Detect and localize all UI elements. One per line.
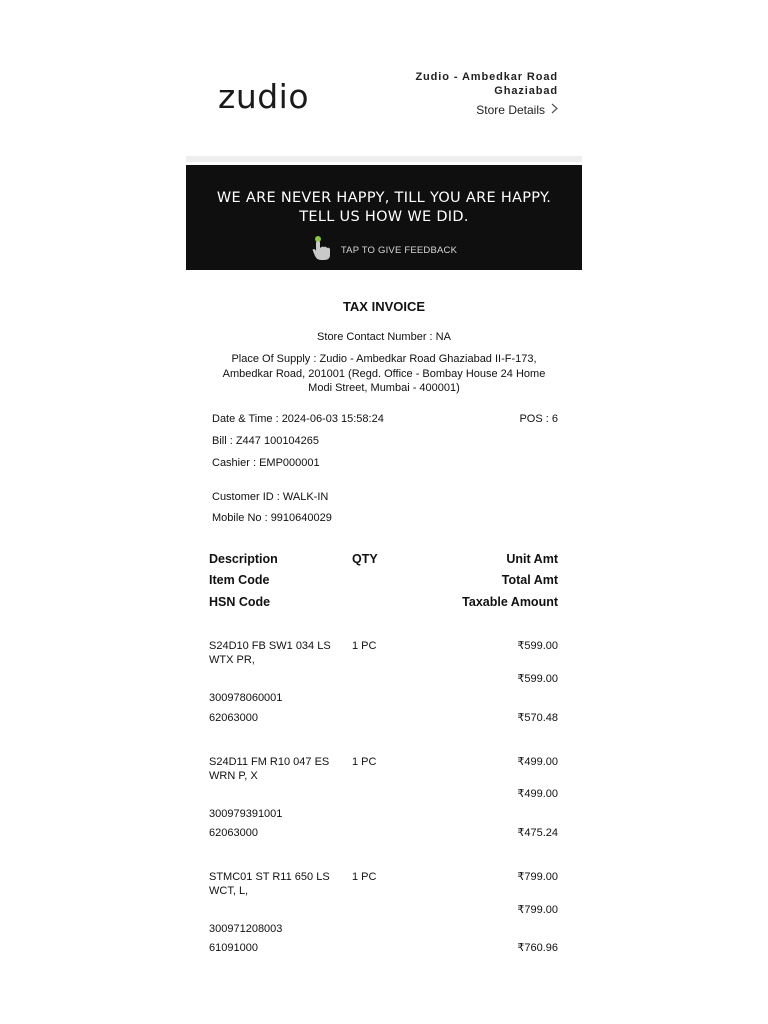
store-info [358,70,558,119]
item-qty: 1 PC [352,871,377,883]
date-time: Date & Time : 2024-06-03 15:58:24 [212,413,384,425]
store-details-label: Store Details [476,102,545,117]
header-unit-amt: Unit Amt [506,552,558,566]
place-of-supply [210,352,558,396]
item-qty: 1 PC [352,756,377,768]
item-taxable-amount: ₹760.96 [517,942,558,954]
feedback-cta[interactable] [311,235,457,266]
brand-wordmark: zudio [218,82,310,114]
store-name-line2: Ghaziabad [494,85,558,97]
customer-id: Customer ID : WALK-IN [212,491,329,503]
cashier: Cashier : EMP000001 [212,457,320,469]
mobile-number: Mobile No : 9910640029 [212,512,332,524]
header-taxable-amount: Taxable Amount [462,595,558,609]
item-qty: 1 PC [352,640,377,652]
feedback-banner[interactable] [186,165,582,270]
pos-number: POS : 6 [519,413,558,425]
item-hsn-code: 61091000 [209,942,258,954]
item-description: S24D11 FM R10 047 ES WRN P, X [209,756,330,782]
item-unit-amt: ₹799.00 [517,871,558,883]
header-item-code: Item Code [209,573,270,587]
header-total-amt: Total Amt [501,573,558,587]
chevron-right-icon [551,102,558,117]
item-hsn-code: 62063000 [209,827,258,839]
store-name-line1: Zudio - Ambedkar Road [415,71,558,83]
item-taxable-amount: ₹475.24 [517,827,558,839]
item-unit-amt: ₹499.00 [517,756,558,768]
item-code: 300978060001 [209,692,283,704]
bill-number: Bill : Z447 100104265 [212,435,320,447]
item-total-amt: ₹599.00 [517,673,558,685]
store-contact: Store Contact Number : NA [317,331,451,343]
item-code: 300979391001 [209,808,283,820]
header-hsn-code: HSN Code [209,595,271,609]
banner-line-2: TELL US HOW WE DID. [299,209,469,225]
item-code: 300971208003 [209,923,283,935]
tap-hand-icon [311,235,333,266]
place-of-supply-label: Place Of Supply : [231,353,317,365]
section-divider [186,156,582,162]
item-description: S24D10 FB SW1 034 LS WTX PR, [209,640,331,666]
store-details-link[interactable] [476,102,558,117]
item-description: STMC01 ST R11 650 LS WCT, L, [209,871,330,897]
item-hsn-code: 62063000 [209,712,258,724]
item-unit-amt: ₹599.00 [517,640,558,652]
banner-line-1: WE ARE NEVER HAPPY, TILL YOU ARE HAPPY. [216,190,552,206]
item-total-amt: ₹799.00 [517,904,558,916]
feedback-label: TAP TO GIVE FEEDBACK [340,245,458,256]
invoice-title: TAX INVOICE [342,299,426,314]
place-of-supply-value: Zudio - Ambedkar Road Ghaziabad II-F-173, Ambedkar Road, 201001 (Regd. Office - Bombay House 24 Home Modi Street, Mumbai - 400001) [222,353,546,394]
zudio-logo [218,82,344,119]
header-qty: QTY [352,552,378,566]
item-total-amt: ₹499.00 [517,788,558,800]
item-taxable-amount: ₹570.48 [517,712,558,724]
header-description: Description [209,552,278,566]
